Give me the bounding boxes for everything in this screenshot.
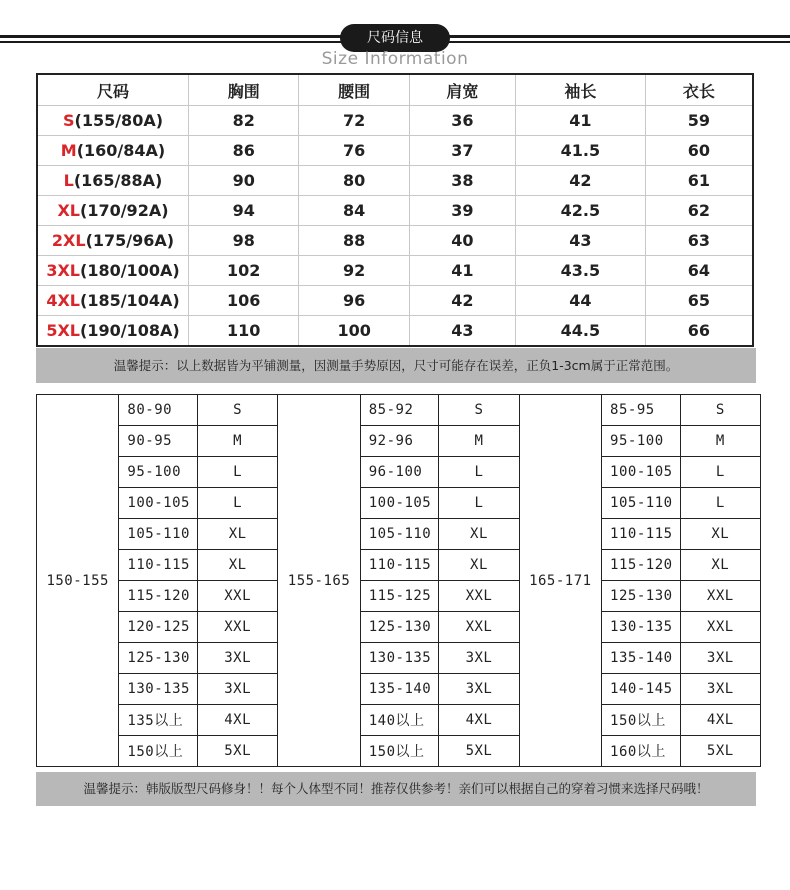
recommended-size-cell: XL xyxy=(680,550,760,581)
measurement-cell: 96 xyxy=(299,286,409,316)
weight-range-cell: 125-130 xyxy=(119,643,198,674)
recommended-size-cell: 3XL xyxy=(439,674,519,705)
measurement-cell: 38 xyxy=(409,166,515,196)
measurement-cell: 42 xyxy=(409,286,515,316)
measurement-cell: 43 xyxy=(409,316,515,347)
weight-range-cell: 105-110 xyxy=(602,488,681,519)
size-spec: (165/88A) xyxy=(73,171,163,190)
measurement-cell: 66 xyxy=(645,316,753,347)
fit-reference-body xyxy=(37,395,761,767)
size-code: S xyxy=(62,111,75,130)
recommended-size-cell: XL xyxy=(439,519,519,550)
size-row xyxy=(37,196,753,226)
weight-range-cell: 80-90 xyxy=(119,395,198,426)
weight-range-cell: 85-95 xyxy=(602,395,681,426)
reference-row xyxy=(37,488,761,519)
weight-range-cell: 110-115 xyxy=(360,550,439,581)
measurement-cell: 90 xyxy=(189,166,299,196)
weight-range-cell: 125-130 xyxy=(602,581,681,612)
size-code: XL xyxy=(57,201,80,220)
size-code: 3XL xyxy=(46,261,80,280)
weight-range-cell: 120-125 xyxy=(119,612,198,643)
measurement-cell: 92 xyxy=(299,256,409,286)
weight-range-cell: 95-100 xyxy=(119,457,198,488)
column-header: 袖长 xyxy=(515,74,645,106)
reference-row xyxy=(37,612,761,643)
size-spec: (160/84A) xyxy=(76,141,166,160)
recommended-size-cell: XL xyxy=(439,550,519,581)
size-label-cell xyxy=(37,256,189,286)
recommended-size-cell: L xyxy=(680,488,760,519)
size-table xyxy=(36,73,754,347)
reference-row xyxy=(37,736,761,767)
recommended-size-cell: XL xyxy=(197,519,277,550)
recommended-size-cell: L xyxy=(439,488,519,519)
measurement-note: 温馨提示：以上数据皆为平铺测量，因测量手势原因，尺寸可能存在误差，正负1-3cm属于正常范围。 xyxy=(36,348,756,383)
measurement-cell: 86 xyxy=(189,136,299,166)
measurement-cell: 72 xyxy=(299,106,409,136)
size-code: M xyxy=(60,141,77,160)
size-code: L xyxy=(63,171,74,190)
recommended-size-cell: S xyxy=(439,395,519,426)
recommended-size-cell: XXL xyxy=(439,581,519,612)
column-header: 腰围 xyxy=(299,74,409,106)
recommended-size-cell: 3XL xyxy=(197,643,277,674)
measurement-cell: 44.5 xyxy=(515,316,645,347)
measurement-cell: 61 xyxy=(645,166,753,196)
measurement-cell: 98 xyxy=(189,226,299,256)
recommended-size-cell: M xyxy=(439,426,519,457)
weight-range-cell: 105-110 xyxy=(119,519,198,550)
recommended-size-cell: L xyxy=(680,457,760,488)
measurement-cell: 110 xyxy=(189,316,299,347)
recommended-size-cell: L xyxy=(197,457,277,488)
column-header: 肩宽 xyxy=(409,74,515,106)
recommended-size-cell: M xyxy=(197,426,277,457)
measurement-cell: 40 xyxy=(409,226,515,256)
size-table-body xyxy=(37,106,753,347)
recommended-size-cell: 4XL xyxy=(197,705,277,736)
size-spec: (175/96A) xyxy=(85,231,175,250)
measurement-cell: 41 xyxy=(515,106,645,136)
column-header: 尺码 xyxy=(37,74,189,106)
measurement-cell: 102 xyxy=(189,256,299,286)
measurement-cell: 59 xyxy=(645,106,753,136)
column-header: 胸围 xyxy=(189,74,299,106)
measurement-cell: 88 xyxy=(299,226,409,256)
recommended-size-cell: 4XL xyxy=(680,705,760,736)
weight-range-cell: 92-96 xyxy=(360,426,439,457)
weight-range-cell: 100-105 xyxy=(360,488,439,519)
size-code: 5XL xyxy=(46,321,80,340)
recommended-size-cell: 4XL xyxy=(439,705,519,736)
measurement-cell: 62 xyxy=(645,196,753,226)
size-label-cell xyxy=(37,166,189,196)
fit-reference-table xyxy=(36,394,761,767)
reference-row xyxy=(37,395,761,426)
measurement-cell: 41 xyxy=(409,256,515,286)
size-row xyxy=(37,106,753,136)
size-row xyxy=(37,226,753,256)
weight-range-cell: 95-100 xyxy=(602,426,681,457)
size-row xyxy=(37,316,753,347)
weight-range-cell: 115-120 xyxy=(602,550,681,581)
height-range-cell: 165-171 xyxy=(519,395,601,767)
measurement-cell: 37 xyxy=(409,136,515,166)
weight-range-cell: 135以上 xyxy=(119,705,198,736)
weight-range-cell: 150以上 xyxy=(360,736,439,767)
size-label-cell xyxy=(37,106,189,136)
size-label-cell xyxy=(37,136,189,166)
recommended-size-cell: 5XL xyxy=(680,736,760,767)
size-table-header-row xyxy=(37,74,753,106)
measurement-cell: 44 xyxy=(515,286,645,316)
measurement-cell: 64 xyxy=(645,256,753,286)
reference-row xyxy=(37,426,761,457)
reference-row xyxy=(37,705,761,736)
weight-range-cell: 125-130 xyxy=(360,612,439,643)
size-label-cell xyxy=(37,196,189,226)
height-range-cell: 155-165 xyxy=(278,395,360,767)
reference-row xyxy=(37,457,761,488)
measurement-cell: 84 xyxy=(299,196,409,226)
size-row xyxy=(37,286,753,316)
section-title: 尺码信息 xyxy=(340,24,450,52)
weight-range-cell: 160以上 xyxy=(602,736,681,767)
weight-range-cell: 115-125 xyxy=(360,581,439,612)
size-spec: (155/80A) xyxy=(74,111,164,130)
weight-range-cell: 115-120 xyxy=(119,581,198,612)
measurement-cell: 43 xyxy=(515,226,645,256)
size-spec: (180/100A) xyxy=(80,261,180,280)
recommended-size-cell: XXL xyxy=(197,612,277,643)
size-spec: (190/108A) xyxy=(80,321,180,340)
weight-range-cell: 150以上 xyxy=(602,705,681,736)
recommended-size-cell: XXL xyxy=(439,612,519,643)
measurement-cell: 65 xyxy=(645,286,753,316)
recommended-size-cell: 3XL xyxy=(680,674,760,705)
weight-range-cell: 130-135 xyxy=(602,612,681,643)
recommended-size-cell: L xyxy=(197,488,277,519)
size-code: 2XL xyxy=(51,231,86,250)
size-label-cell xyxy=(37,226,189,256)
reference-row xyxy=(37,674,761,705)
weight-range-cell: 130-135 xyxy=(119,674,198,705)
size-spec: (170/92A) xyxy=(80,201,169,220)
reference-row xyxy=(37,643,761,674)
measurement-cell: 39 xyxy=(409,196,515,226)
weight-range-cell: 85-92 xyxy=(360,395,439,426)
measurement-cell: 80 xyxy=(299,166,409,196)
size-label-cell xyxy=(37,316,189,347)
size-row xyxy=(37,136,753,166)
reference-row xyxy=(37,519,761,550)
recommended-size-cell: 3XL xyxy=(680,643,760,674)
recommended-size-cell: XXL xyxy=(680,612,760,643)
weight-range-cell: 150以上 xyxy=(119,736,198,767)
height-range-cell: 150-155 xyxy=(37,395,119,767)
measurement-cell: 36 xyxy=(409,106,515,136)
weight-range-cell: 100-105 xyxy=(119,488,198,519)
measurement-cell: 106 xyxy=(189,286,299,316)
recommended-size-cell: XL xyxy=(680,519,760,550)
weight-range-cell: 135-140 xyxy=(602,643,681,674)
measurement-cell: 82 xyxy=(189,106,299,136)
weight-range-cell: 96-100 xyxy=(360,457,439,488)
weight-range-cell: 100-105 xyxy=(602,457,681,488)
recommended-size-cell: 3XL xyxy=(197,674,277,705)
recommended-size-cell: S xyxy=(680,395,760,426)
section-subtitle: Size Information xyxy=(321,49,469,69)
measurement-cell: 94 xyxy=(189,196,299,226)
recommended-size-cell: M xyxy=(680,426,760,457)
weight-range-cell: 90-95 xyxy=(119,426,198,457)
size-label-cell xyxy=(37,286,189,316)
size-row xyxy=(37,256,753,286)
measurement-cell: 42.5 xyxy=(515,196,645,226)
measurement-cell: 76 xyxy=(299,136,409,166)
reference-row xyxy=(37,581,761,612)
weight-range-cell: 105-110 xyxy=(360,519,439,550)
recommended-size-cell: XXL xyxy=(197,581,277,612)
weight-range-cell: 130-135 xyxy=(360,643,439,674)
recommended-size-cell: 5XL xyxy=(197,736,277,767)
weight-range-cell: 110-115 xyxy=(119,550,198,581)
recommended-size-cell: L xyxy=(439,457,519,488)
measurement-cell: 43.5 xyxy=(515,256,645,286)
size-row xyxy=(37,166,753,196)
weight-range-cell: 110-115 xyxy=(602,519,681,550)
recommended-size-cell: S xyxy=(197,395,277,426)
recommended-size-cell: 3XL xyxy=(439,643,519,674)
size-code: 4XL xyxy=(46,291,80,310)
weight-range-cell: 140-145 xyxy=(602,674,681,705)
measurement-cell: 63 xyxy=(645,226,753,256)
measurement-cell: 41.5 xyxy=(515,136,645,166)
recommended-size-cell: XL xyxy=(197,550,277,581)
fit-note: 温馨提示：韩版版型尺码修身！！每个人体型不同！推荐仅供参考！亲们可以根据自己的穿着习惯来选择尺码哦！ xyxy=(36,772,756,806)
column-header: 衣长 xyxy=(645,74,753,106)
weight-range-cell: 140以上 xyxy=(360,705,439,736)
recommended-size-cell: 5XL xyxy=(439,736,519,767)
weight-range-cell: 135-140 xyxy=(360,674,439,705)
measurement-cell: 100 xyxy=(299,316,409,347)
measurement-cell: 60 xyxy=(645,136,753,166)
reference-row xyxy=(37,550,761,581)
measurement-cell: 42 xyxy=(515,166,645,196)
size-spec: (185/104A) xyxy=(80,291,180,310)
recommended-size-cell: XXL xyxy=(680,581,760,612)
